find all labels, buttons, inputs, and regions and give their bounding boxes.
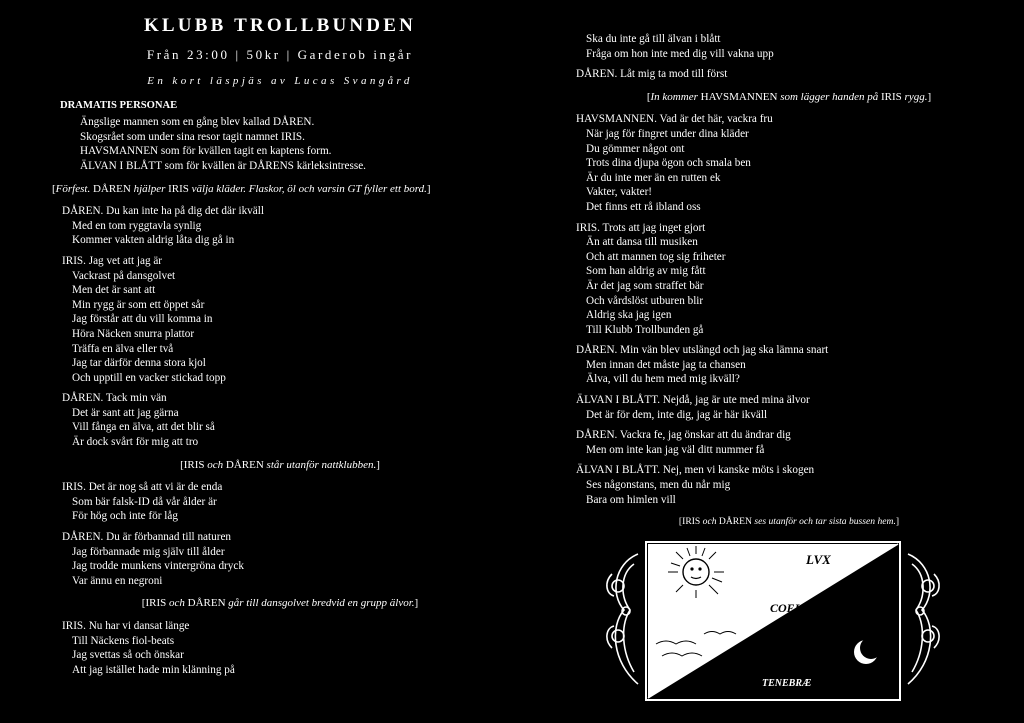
verse-line: Men innan det måste jag ta chansen: [586, 358, 746, 371]
character-name: DÅREN: [225, 458, 264, 471]
cast-item: HAVSMANNEN som för kvällen tagit en kaptens form.: [80, 145, 332, 158]
verse-line: Som han aldrig av mig fått: [586, 265, 706, 278]
stage-direction: [574, 90, 1004, 105]
verse-line: Jag trodde munkens vintergröna dryck: [72, 560, 244, 573]
stage-direction: [52, 182, 555, 197]
stage-text: välja kläder. Flaskor, öl och varsin GT fyller ett bord.: [188, 182, 427, 195]
stage-direction: [574, 515, 1004, 530]
speech: [62, 204, 555, 248]
speech: [62, 480, 555, 524]
verse-line: Att jag istället hade min klänning på: [72, 663, 235, 676]
bracket: [: [646, 90, 651, 103]
emblem-illustration: [604, 534, 942, 706]
verse-line: Det finns ett rå ibland oss: [586, 200, 701, 213]
character-name: HAVSMANNEN: [700, 90, 778, 103]
speech: [62, 254, 555, 385]
right-page: [562, 0, 1024, 723]
speech: [62, 619, 555, 677]
stage-text: går till dansgolvet bredvid en grupp älvor.: [225, 597, 415, 610]
verse-line: När jag för fingret under dina kläder: [586, 127, 749, 140]
speaker-line: DÅREN. Min vän blev utslängd och jag ska lämna snart: [576, 344, 829, 357]
verse-line: Och upptill en vacker stickad topp: [72, 371, 226, 384]
stage-text: och: [166, 597, 188, 610]
character-name: IRIS: [183, 458, 205, 471]
speech: [576, 343, 1024, 387]
verse-line: Med en tom ryggtavla synlig: [72, 219, 202, 232]
bracket: ]: [414, 597, 419, 610]
character-name: IRIS: [168, 182, 189, 195]
character-name: DÅREN: [187, 597, 226, 610]
emblem-svg: [604, 534, 942, 706]
bracket: [: [678, 516, 683, 528]
stage-text: hjälper: [130, 182, 169, 195]
verse-line: Var ännu en negroni: [72, 574, 163, 587]
verse-line: Aldrig ska jag igen: [586, 309, 672, 322]
speaker-line: IRIS. Nu har vi dansat länge: [62, 620, 190, 632]
speaker-line: IRIS. Trots att jag inget gjort: [576, 221, 706, 234]
speaker-line: DÅREN. Tack min vän: [62, 392, 167, 405]
stage-text: In kommer: [650, 90, 701, 103]
bracket: ]: [376, 458, 380, 471]
verse-line: Min rygg är som ett öppet sår: [72, 298, 205, 311]
speech: [576, 393, 1024, 422]
speaker-line: IRIS. Jag vet att jag är: [62, 254, 163, 267]
verse-line: Ska du inte gå till älvan i blått: [586, 33, 721, 45]
bracket: [: [141, 597, 146, 610]
dramatis-personae-heading: DRAMATIS PERSONAE: [60, 99, 178, 111]
right-ornament: [908, 554, 939, 684]
stage-direction: [60, 458, 500, 473]
stage-text: som lägger handen på: [777, 90, 882, 103]
left-ornament: [607, 554, 638, 684]
verse-line: Vakter, vakter!: [586, 186, 653, 199]
speaker-line: IRIS. Det är nog så att vi är de enda: [62, 481, 223, 494]
bracket: [: [180, 458, 184, 471]
speech: [576, 463, 1024, 507]
character-name: IRIS: [145, 597, 167, 610]
verse-line: Jag förbannade mig själv till ålder: [72, 545, 225, 558]
speaker-line: DÅREN. Vackra fe, jag önskar att du ändrar dig: [576, 429, 791, 442]
stage-text: Förfest.: [55, 182, 93, 195]
verse-line: Men om inte kan jag väl ditt nummer få: [586, 443, 765, 456]
character-name: IRIS: [881, 90, 902, 103]
speaker-line: DÅREN. Du kan inte ha på dig det där ikväll: [62, 205, 264, 218]
bracket: [: [52, 182, 56, 195]
verse-line: Och att mannen tog sig friheter: [586, 250, 726, 263]
verse-line: Ses någonstans, men du når mig: [586, 479, 731, 492]
stage-text: ses utanför och tar sista bussen hem.: [751, 516, 896, 528]
stage-text: och: [204, 458, 226, 471]
lux-label: LVX: [806, 552, 831, 567]
tenebrae-label: TENEBRÆ: [762, 678, 812, 689]
speaker-line: ÄLVAN I BLÅTT. Nejdå, jag är ute med mina älvor: [576, 394, 810, 407]
event-info: Från 23:00 | 50kr | Garderob ingår: [146, 47, 414, 62]
verse-line: Jag svettas så och önskar: [72, 649, 184, 662]
stage-direction: [60, 596, 500, 611]
speech: [576, 428, 1024, 457]
verse-line: Men det är sant att: [72, 284, 156, 297]
verse-line: Vill fånga en älva, att det blir så: [72, 421, 215, 434]
character-name: DÅREN: [92, 182, 131, 195]
bracket: ]: [426, 182, 431, 195]
character-name: DÅREN: [718, 516, 752, 528]
cast-list: [80, 115, 555, 173]
verse-line: Är dock svårt för mig att tro: [72, 436, 199, 449]
stage-text: står utanför nattklubben.: [263, 458, 377, 471]
verse-line: Älva, vill du hem med mig ikväll?: [586, 373, 740, 386]
page-title: KLUBB TROLLBUNDEN: [143, 15, 417, 36]
verse-line: Är du inte mer än en rutten ek: [586, 171, 721, 184]
verse-line: Kommer vakten aldrig låta dig gå in: [72, 234, 235, 247]
speech: [576, 112, 1024, 214]
verse-line: Du gömmer något ont: [586, 142, 685, 155]
speaker-line: HAVSMANNEN. Vad är det här, vackra fru: [576, 113, 773, 126]
stage-text: och: [700, 516, 719, 528]
byline: En kort läspjäs av Lucas Svangård: [147, 75, 413, 87]
verse-line: Det är för dem, inte dig, jag är här ikväll: [586, 408, 768, 421]
speaker-line: ÄLVAN I BLÅTT. Nej, men vi kanske möts i skogen: [576, 464, 815, 477]
character-name: IRIS: [682, 516, 701, 528]
verse-line: Det är sant att jag gärna: [72, 406, 179, 419]
verse-line: Är det jag som straffet bär: [586, 279, 704, 292]
verse-line: Till Näckens fiol-beats: [72, 634, 175, 647]
verse-line: Jag förstår att du vill komma in: [72, 313, 213, 326]
verse-line: Som bär falsk-ID då vår ålder är: [72, 495, 217, 508]
speech: [576, 32, 1024, 61]
verse-line: Höra Näcken snurra plattor: [72, 327, 195, 340]
speech: [576, 221, 1024, 338]
verse-line: Än att dansa till musiken: [586, 236, 698, 249]
verse-line: Och vårdslöst utburen blir: [586, 294, 704, 307]
stage-text: rygg.: [901, 90, 928, 103]
cast-item: Skogsrået som under sina resor tagit namnet IRIS.: [80, 130, 305, 143]
verse-line: Bara om himlen vill: [586, 493, 676, 506]
speaker-line: DÅREN. Du är förbannad till naturen: [62, 531, 232, 544]
coelum-label: COELVM: [770, 601, 821, 615]
verse-line: Vackrast på dansgolvet: [72, 269, 176, 282]
verse-line: Träffa en älva eller två: [72, 342, 174, 355]
verse-line: Jag tar därför denna stora kjol: [72, 357, 206, 370]
speaker-line: DÅREN. Låt mig ta mod till först: [576, 68, 728, 81]
cast-item: Ängslige mannen som en gång blev kallad DÅREN.: [80, 116, 315, 129]
speech: [576, 67, 1024, 82]
cast-item: ÄLVAN I BLÅTT som för kvällen är DÅRENS kärleksintresse.: [80, 159, 366, 172]
verse-line: Fråga om hon inte med dig vill vakna upp: [586, 47, 774, 60]
bracket: ]: [927, 90, 932, 103]
verse-line: Till Klubb Trollbunden gå: [586, 323, 704, 336]
speech: [62, 391, 555, 449]
speech: [62, 530, 555, 588]
verse-line: För hög och inte för låg: [72, 510, 178, 523]
verse-line: Trots dina djupa ögon och smala ben: [586, 157, 751, 170]
bracket: ]: [895, 516, 900, 528]
